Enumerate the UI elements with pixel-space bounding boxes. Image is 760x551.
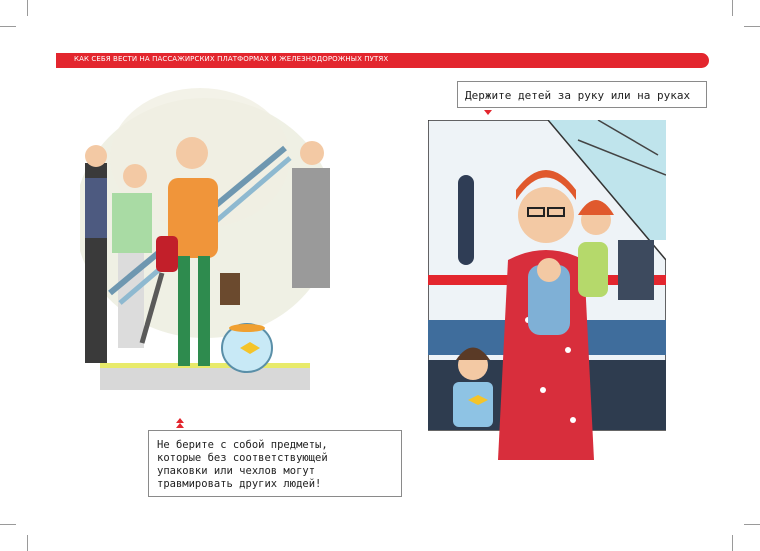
- platform-illustration: [80, 78, 330, 423]
- caption-pointer-right: [484, 110, 492, 115]
- caption-sharp-objects: [148, 430, 402, 497]
- header-bar: [56, 53, 709, 68]
- header-title: КАК СЕБЯ ВЕСТИ НА ПАССАЖИРСКИХ ПЛАТФОРМАХ И ЖЕЛЕЗНОДОРОЖНЫХ ПУТЯХ: [74, 55, 389, 63]
- crop-mark: [0, 26, 16, 27]
- crop-mark: [744, 524, 760, 525]
- crop-mark: [732, 0, 733, 16]
- train-illustration: [428, 120, 666, 460]
- crop-mark: [744, 26, 760, 27]
- caption-line: Не берите с собой предметы,: [157, 439, 328, 451]
- caption-hold-children: Держите детей за руку или на руках: [457, 81, 707, 108]
- crop-mark: [0, 524, 16, 525]
- caption-line: травмировать других людей!: [157, 478, 322, 490]
- caption-line: упаковки или чехлов могут: [157, 465, 316, 477]
- crop-mark: [732, 535, 733, 551]
- crop-mark: [27, 535, 28, 551]
- caption-pointer-left: [176, 423, 184, 428]
- crop-mark: [27, 0, 28, 16]
- caption-line: которые без соответствующей: [157, 452, 328, 464]
